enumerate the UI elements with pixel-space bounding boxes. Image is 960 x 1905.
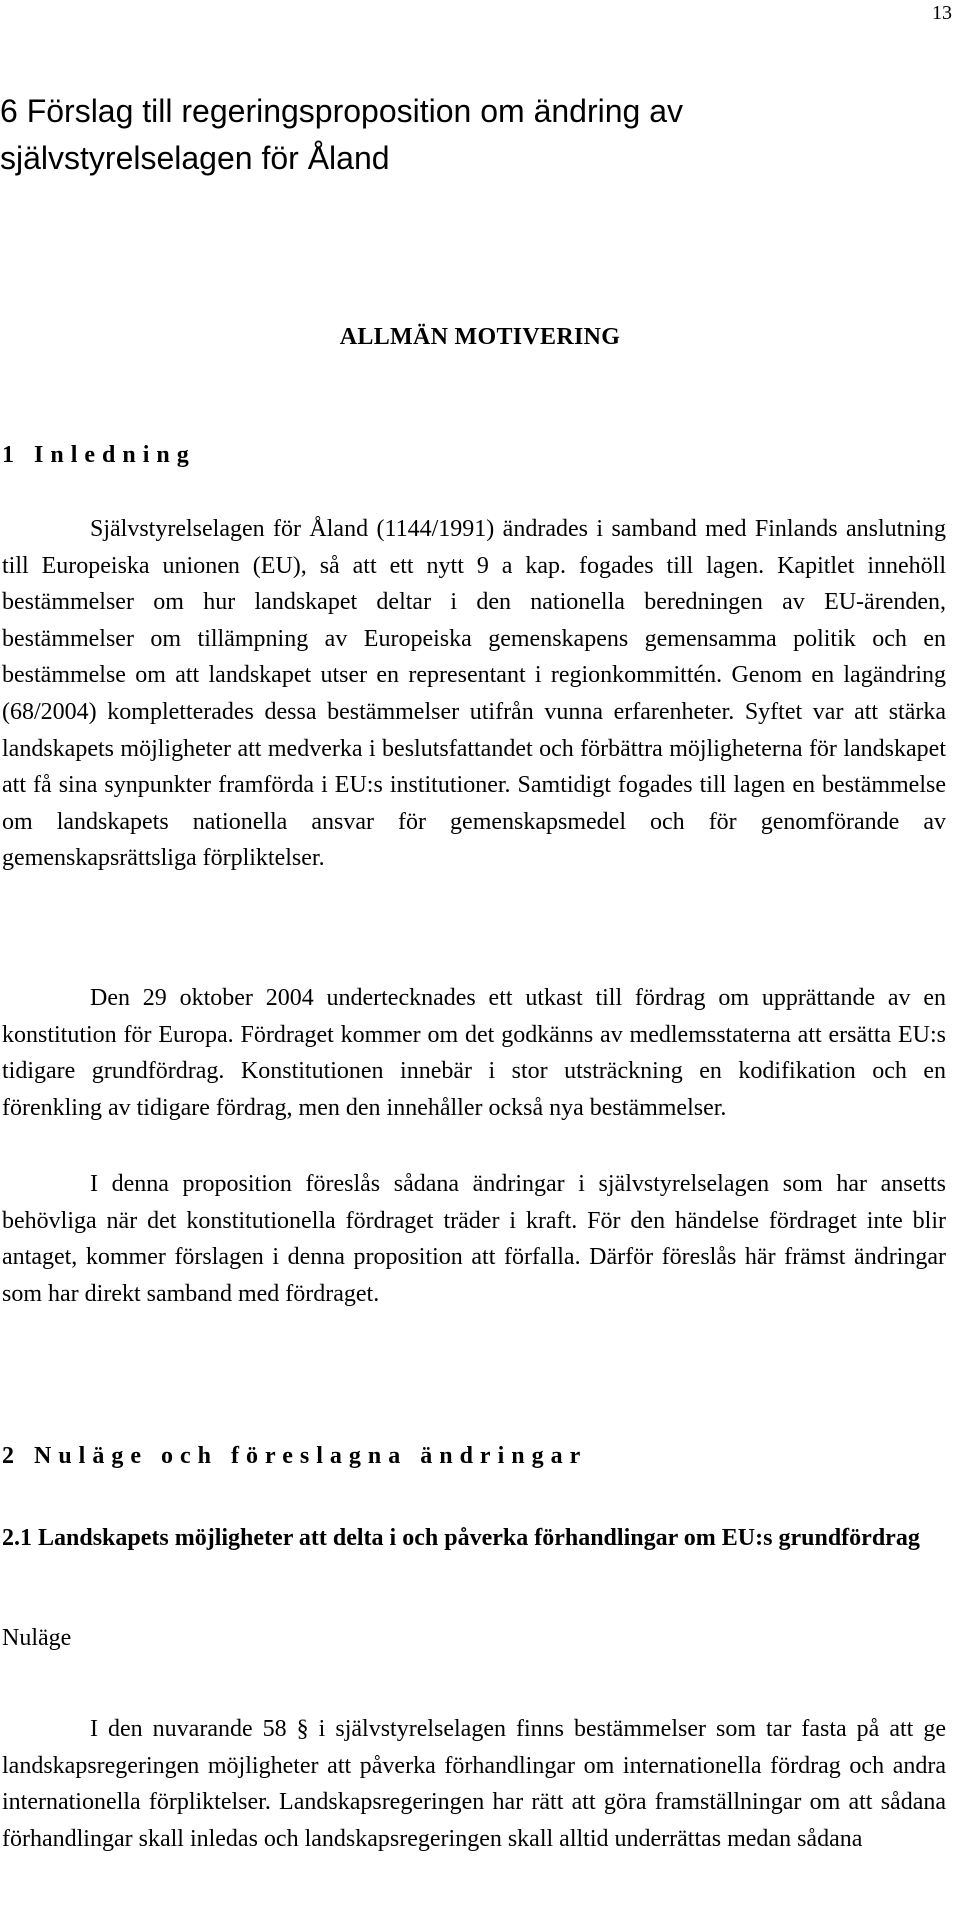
section-1-paragraph-1: Självstyrelselagen för Åland (1144/1991) ändrades i samband med Finlands anslutning till Europeiska unionen (EU), så att ett nytt 9 a kap. fogades till lagen. Kapitlet innehöll bestämmelser om hur landskapet deltar i den nationella beredningen av EU-ärenden, bestämmelser om tillämpning av Europeiska gemenskapens gemensamma politik och en bestämmelse om att landskapet utser en representant i regionkommittén. Genom en lagändring (68/2004) kompletterades dessa bestämmelser utifrån vunna erfarenheter. Syftet var att stärka landskapets möjligheter att medverka i beslutsfattandet och förbättra möjligheterna för landskapet att få sina synpunkter framförda i EU:s institutioner. Samtidigt fogades till lagen en bestämmelse om landskapets nationella ansvar för gemenskapsmedel och för genomförande av gemenskapsrättsliga förpliktelser. <box>2 516 946 872</box>
section-1-heading: 1 Inledning <box>2 442 196 468</box>
nulage-label: Nuläge <box>2 1625 72 1651</box>
page-number: 13 <box>932 2 952 24</box>
section-2-heading: 2 Nuläge och föreslagna ändringar <box>2 1443 588 1469</box>
section-1-paragraph-3: I denna proposition föreslås sådana ändringar i självstyrelselagen som har ansetts behövliga när det konstitutionella fördraget träder i kraft. För den händelse fördraget inte blir antaget, kommer förslagen i denna proposition att förfalla. Därför föreslås här främst ändringar som har direkt samband med fördraget. <box>2 1171 946 1307</box>
section-2-1-heading: 2.1 Landskapets möjligheter att delta i och påverka förhandlingar om EU:s grundfördrag <box>2 1525 920 1551</box>
general-motivation-heading: ALLMÄN MOTIVERING <box>339 324 621 350</box>
section-2-1-paragraph: I den nuvarande 58 § i självstyrelselagen finns bestämmelser som tar fasta på att ge landskapsregeringen möjligheter att påverka förhandlingar om internationella fördrag och andra internationella förpliktelser. Landskapsregeringen har rätt att göra framställningar om att sådana förhandlingar skall inledas och landskapsregeringen skall alltid underrättas medan sådana <box>2 1716 946 1852</box>
section-1-paragraph-2: Den 29 oktober 2004 undertecknades ett utkast till fördrag om upprättande av en konstitution för Europa. Fördraget kommer om det godkänns av medlemsstaterna att ersätta EU:s tidigare grundfördrag. Konstitutionen innebär i stor utsträckning en kodifikation och en förenkling av tidigare fördrag, men den innehåller också nya bestämmelser. <box>2 985 946 1121</box>
document-title: 6 Förslag till regeringsproposition om ändring av självstyrelselagen för Åland <box>0 93 684 176</box>
